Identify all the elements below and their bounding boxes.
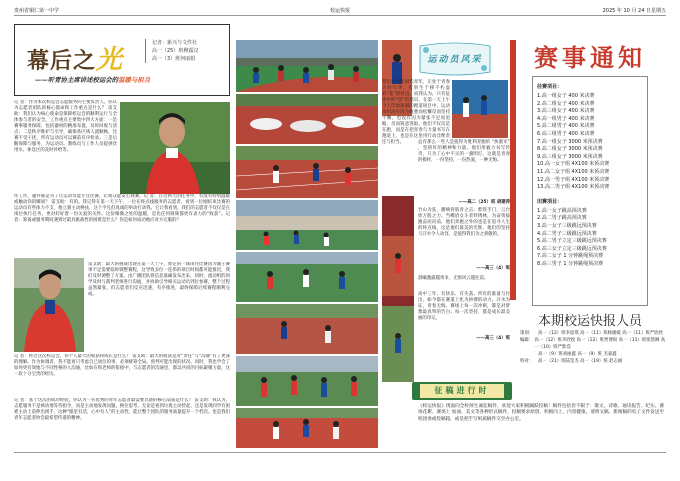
track-item: 3.高三组女子 400 米决赛 (537, 108, 595, 115)
feature-reporters (145, 39, 198, 63)
track-item: 10.高一女子组 4X100 米预决赛 (537, 161, 610, 168)
track-item: 11.高二女子组 4X100 米预决赛 (537, 168, 610, 175)
track-item: 9.高三组女子 3000 米预决赛 (537, 153, 603, 160)
track-item: 4.高一组男子 400 米决赛 (537, 115, 595, 122)
staff-title: 本期校运快报人员 (537, 314, 642, 329)
schedule-box (532, 76, 648, 306)
feature-para-2: 作工作，题件都是为了让运动员能专注比赛，让观众能安心观赛。记 者：在这两天的任务中，有没有特别温暖或触动你的瞬间？ 雷支助：有的。我记得在第一天下午，一位在终点线服务的志愿者，看到一位刚结束比赛的运动员有些体力不支，他立刻主动搀扶，这个平凡但真诚的举动打动我。它让我看到，我们的志愿者不仅仅是在岗位执行任务，更对好好着一份关爱的关怀。这份细微之处的温暖，是比任何频频都更有表力的“收获”。记 者：筹备或服务期间遇到过最具挑战性的困难是什么？你是如何成功地应对方完服的？ (14, 194, 230, 224)
photo-volunteers (236, 356, 378, 406)
middle-signature-3: ——高三（4）班 (476, 336, 510, 341)
field-item: 6.高三女子立定三级跳远预决赛 (537, 245, 607, 252)
feature-para-1: 记 者：作为本次校运会志愿服务的主要负责人，你认为志愿者团队的核心使命和工作重点是什么？ 雷支助：我们认为核心使命是保障校运会的顺利运行与全体参与者的安全。工作重点主要集中四大方面：一是赛事服务保障，包括器材的精准布置、及时回收与清点；二是秩序维护与引导，确保各区域人流顺畅，比赛不受干扰，所有运动员可以赛前有序检录。三是后勤保障与服务，为运动员、教练员与工作人员提供饮用水、休息区的及时补给等。 (14, 100, 117, 154)
photo-track-column (382, 196, 414, 382)
feature-para-5: 记 者：基于这次的成功经验，你认为一名优秀的青年志愿者最需要具备的核心品质是什么？ 雷支助：我认为，志愿服务不是被动地等待指令，而是主动地发现问题。换位思考，无论是看到垃圾主动捡起，还是发现同学有困难主动上前伸出援手，这种“眼里有活，心中有人”的主动性，能让整个团队的服务质量提升一个档次。也是我们青年志愿者协会最希望传递的精神。 (14, 398, 230, 422)
feature-para-4: 记 者：经过这次校运会，你个人最大的收获和成长是什么？ 雷支助：最大的收获是对“责任”与“沟通”有了更深的理解。作为协调者，我不能再只考虑自己岗位的事，必须统筹全局。预判可能出现的状况。同时，我也学会了如何更有效地与不同性格的人沟通，比如在和老师的衔接中，与志愿者的沟通里，都以共同的目标凝聚力量，这一段十分宝贵的经历。 (14, 354, 230, 378)
photo-relay-race (236, 252, 378, 302)
field-heading: 田赛项目： (537, 198, 563, 205)
photo-runners-lane (236, 146, 378, 198)
reporter-line: 高一（3）班何丽娟 (152, 56, 196, 62)
photo-award-ceremony (236, 408, 378, 448)
portrait-photo-2 (14, 258, 84, 352)
athlete-banner-text: 运动员风采 (427, 55, 483, 65)
field-item: 1.高一女子跳高预决赛 (537, 207, 587, 214)
staff-list (520, 330, 668, 384)
photo-stadium-crowd (236, 200, 378, 250)
staff-role: 编辑： (520, 338, 534, 343)
photo-track-runners (236, 40, 378, 92)
photo-athletes-group (452, 80, 508, 138)
reporter-line: 记者：新兴与文件社 (152, 40, 198, 46)
submission-notice: 《校运快报》现面向全校师生诚征稿件，欢迎大家积极踊跃投稿！稿件包括但不限于：散文、诗歌、通讯报告、纪实、赛场花絮、赛场上 加油、美文等各种形式稿件，投稿要求原创、积极向上，内容健康。请将文稿、新闻稿的电子文件发送至校团委或投稿箱，或是把手写纸质稿件交至办公室。 (418, 404, 664, 422)
header-date: 2025 年 10 月 24 日星期五 (602, 8, 666, 14)
feature-title-em: 光 (96, 45, 124, 75)
staff-names: 高一（12）班李欣悦 高一（12）班贾博锐 高一（11）班张凯琳 高一（10）班严紫滢 (534, 338, 666, 350)
track-item: 13.高二男子组 4X100 米预决赛 (537, 184, 610, 191)
staff-role (520, 351, 538, 358)
submission-banner (412, 382, 512, 400)
feature-para-3: 雷支助：最大的挑战出现在第一天上午，原定的一场田径比赛因为器子赛事不足需要临时调整赛程，这导致多位一连串的项目时间都可能推迟，我们及时调整了方案，由广播团队将信息准确发布出来，同时，流动组的同学及时与裁判老师进行沟通，并协助引导相关运动员到位参赛，整个过程虽然紧张，但志愿者们反应迅速，有序推进，最终保障后续赛程顺利完成。 (88, 262, 230, 298)
middle-para-2: 总有那么一些人是值得为胜利奔跑的 “执裹军” ，坚韧好的精神和力量。他们用毅力书写传奇，只为了心中不灭的一盏明灯，这就是青春的模样，一份坚持，一份热爱，一种无悔。 (418, 140, 510, 164)
portrait-photo-1 (120, 102, 230, 194)
middle-para-1: 我们作为新时代青年，正处于青春大好年华，有别生于移不朽虚的“花”的特点。而我认为，只有征途中的“创”的意识，在第一天上午令人印象深刻的跑道项目中，运动员们没有因为疲惫而松懈反而坚持不懈，也没有因为紧张不足而退缩，反而锐意进取，他们不仅仅是在跑，而是在把青春与力量书写在跑道上，也是在这里用行动诠释责任与担当。 (382, 80, 450, 146)
feature-title-main: 幕后之 (27, 49, 97, 74)
subtitle-text: ——听青协主席讲述校运会的 (35, 76, 119, 84)
staff-names: 高一（12）班李思琪 高一（11）班杨媛媛 高一（11）班严欣欣 (538, 331, 663, 336)
bottom-rule (14, 452, 666, 453)
staff-names: 高一（21）班陆莹杰 高一（19）班 赵志丽 (538, 359, 623, 364)
field-item: 4.高二男子三级跳远预决赛 (537, 230, 597, 237)
field-item: 2.高二男子跳高预决赛 (537, 215, 587, 222)
staff-role: 校对： (520, 359, 534, 364)
track-item: 7.高一组女子 3000 米预决赛 (537, 138, 603, 145)
photo-jump-event (236, 304, 378, 354)
middle-signature-1: ——高二（25）班 胡建萍 (458, 200, 510, 205)
track-item: 5.高二组男子 400 米决赛 (537, 123, 595, 130)
subtitle-highlight: 温暖与担当 (118, 76, 151, 84)
feature-title (27, 39, 123, 76)
staff-row (520, 330, 668, 337)
reporter-line: 高一（25）班穆露汉 (152, 48, 199, 54)
staff-row (520, 358, 668, 365)
field-list (533, 208, 647, 269)
track-item: 1.高一组女子 400 米决赛 (537, 93, 595, 99)
photo-exhausted-athletes (236, 94, 378, 144)
track-item: 6.高三组男子 400 米决赛 (537, 130, 595, 137)
staff-role: 策划： (520, 331, 534, 336)
middle-signature-2: ——高三（4）班 (476, 266, 510, 271)
schedule-title: 赛事通知 (534, 44, 646, 72)
field-item: 8.高三男子 1 分钟跳绳预决赛 (537, 260, 604, 267)
feature-title-box (14, 24, 230, 96)
track-item: 12.高一男子组 4X100 米预决赛 (537, 176, 610, 183)
track-item: 8.高二组女子 3000 米预决赛 (537, 146, 603, 153)
middle-para-5: 高中三年，有快乐、有失落。所有的准备与付出，如今都在赛道上化为拼搏的动力。汗水为证，青春无悔。赛场上每一次冲刺，都是对梦想最真挚的告白；每一次坚持，都是成长最美丽的印记。 (418, 292, 510, 322)
staff-row (520, 351, 668, 358)
page-header (14, 6, 666, 16)
track-list (533, 93, 647, 192)
field-item: 7.高二女子 1 分钟跳绳预决赛 (537, 253, 604, 260)
track-item: 2.高二组女子 400 米决赛 (537, 100, 595, 107)
feature-subtitle (35, 75, 150, 84)
athlete-banner (416, 40, 494, 78)
staff-row (520, 337, 668, 351)
header-school: 贵州省铜仁第一中学 (14, 8, 60, 14)
field-item: 5.高二男子立定三级跳远预决赛 (537, 238, 607, 245)
track-heading: 径赛项目： (537, 84, 563, 90)
schedule-left-rule (510, 40, 516, 300)
middle-para-3: 竹山为弦，播响骨肌青之击；紫铁手门，云台欣万般之力。当峨眉女斗者铁锈林，为奋勇拔跑奋而向前，他们奔跑之外的也是在追寻人生的终点线，这是他们最美的光辉，他们的坚持与汗水令人动容，是值得我们为之骄傲的。 (418, 208, 510, 238)
field-item: 3.高一女子三级跳远预决赛 (537, 222, 597, 229)
staff-names: 高一（9）班刘丽鑫 高一（9）班 杰嘉鑫 (538, 352, 617, 357)
submission-banner-text: 征稿进行时 (420, 384, 504, 398)
header-paper-name: 校运快报 (329, 8, 350, 14)
middle-para-4: 晨曦激露越勇争，无惧风云越往前。 (418, 276, 489, 281)
